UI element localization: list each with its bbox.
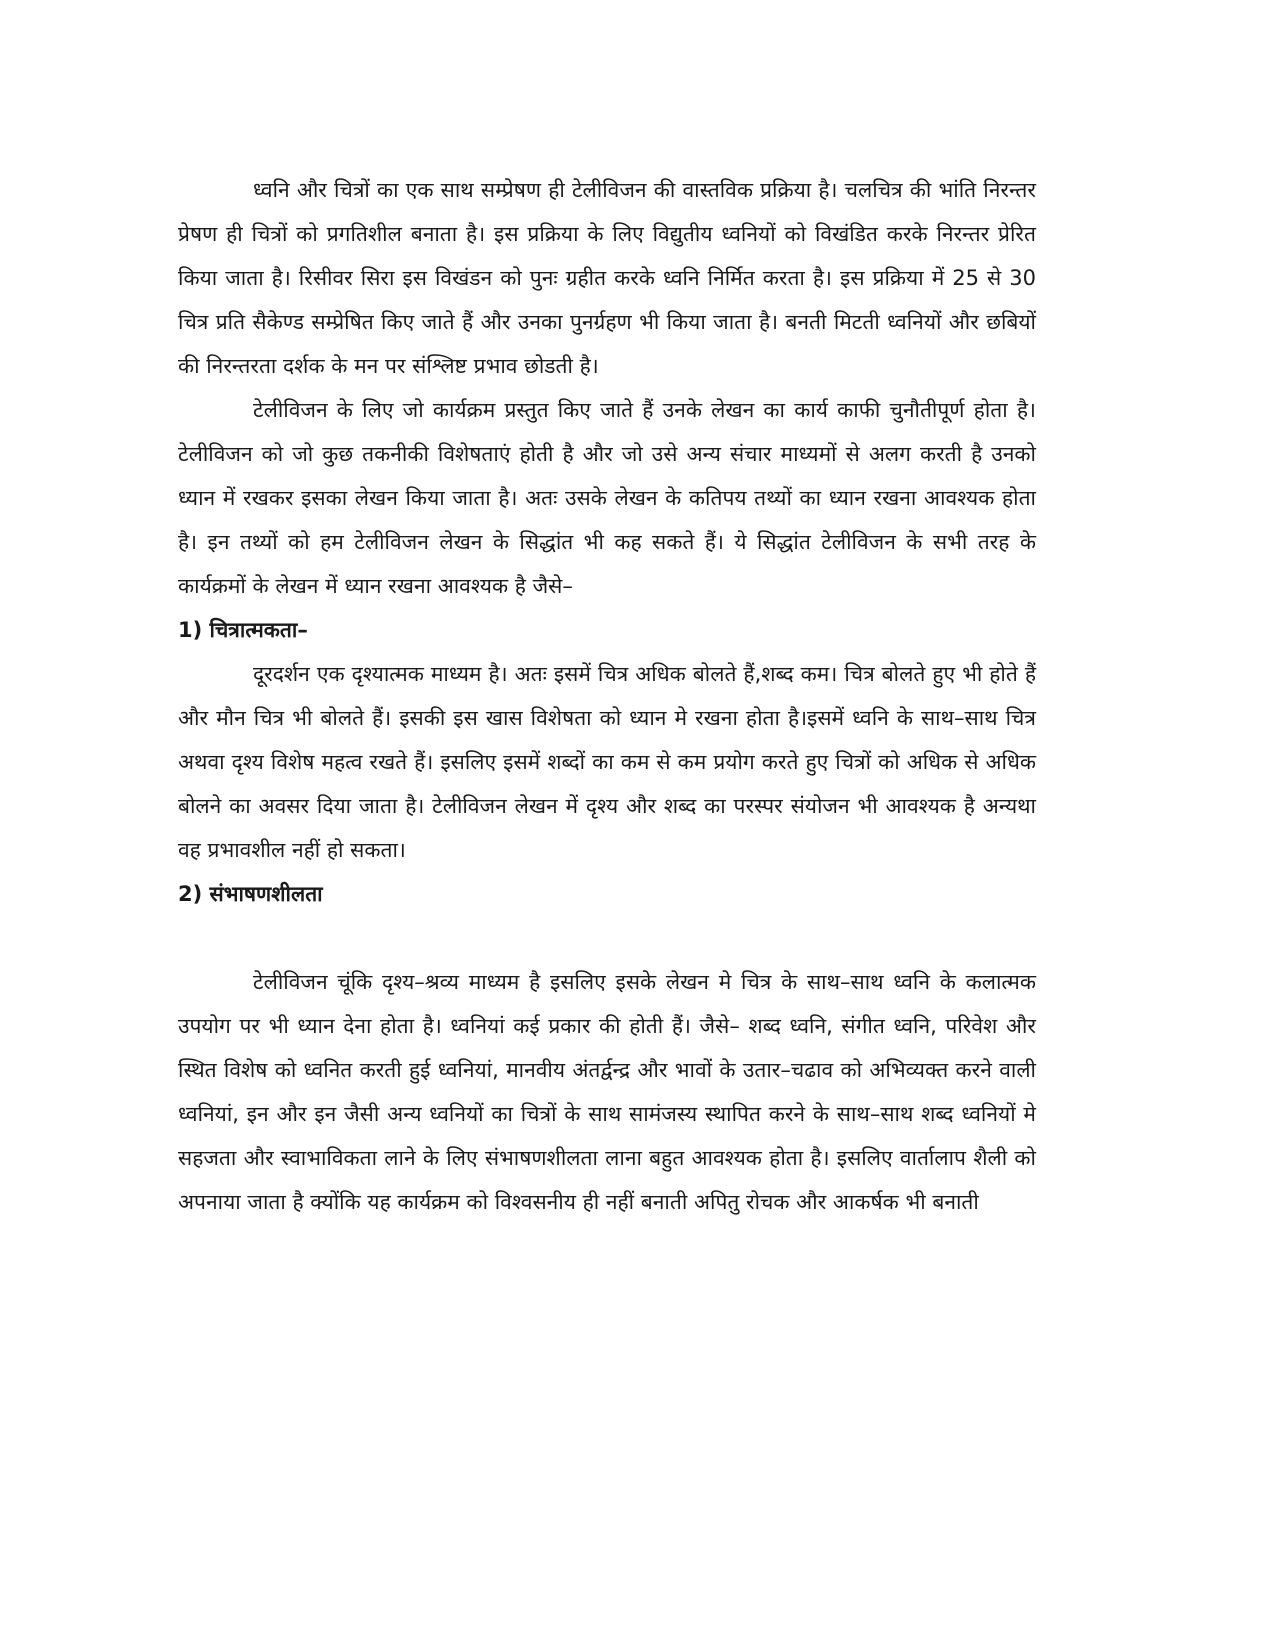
paragraph-visuality: दूरदर्शन एक दृश्यात्मक माध्यम है। अतः इसमें चित्र अधिक बोलते हैं,शब्द कम। चित्र बोलते हुए भी होते हैं और मौन चित्र भी बोलते हैं। इसकी इस खास विशेषता को ध्यान मे रखना होता है।इसमें ध्वनि के साथ–साथ चित्र अथवा दृश्य विशेष महत्व रखते हैं। इसलिए इसमें शब्दों का कम से कम प्रयोग करते हुए चित्रों को अधिक से अधिक बोलने का अवसर दिया जाता है। टेलीविजन लेखन में दृश्य और शब्द का परस्पर संयोजन भी आवश्यक है अन्यथा वह प्रभावशील नहीं हो सकता। [178,662,1036,862]
document-page [178,168,1036,1224]
paragraph-conversational: टेलीविजन चूंकि दृश्य–श्रव्य माध्यम है इसलिए इसके लेखन मे चित्र के साथ–साथ ध्वनि के कलात्मक उपयोग पर भी ध्यान देना होता है। ध्वनियां कई प्रकार की होती हैं। जैसे– शब्द ध्वनि, संगीत ध्वनि, परिवेश और स्थित विशेष को ध्वनित करती हुई ध्वनियां, मानवीय अंतर्द्वन्द्र और भावों के उतार–चढाव को अभिव्यक्त करने वाली ध्वनियां, इन और इन जैसी अन्य ध्वनियों का चित्रों के साथ सामंजस्य स्थापित करने के साथ–साथ शब्द ध्वनियों मे सहजता और स्वाभाविकता लाने के लिए संभाषणशीलता लाना बहुत आवश्यक होता है। इसलिए वार्तालाप शैली को अपनाया जाता है क्योंकि यह कार्यक्रम को विश्वसनीय ही नहीं बनाती अपितु रोचक और आकर्षक भी बनाती [178,970,1036,1214]
paragraph-transmission: ध्वनि और चित्रों का एक साथ सम्प्रेषण ही टेलीविजन की वास्तविक प्रक्रिया है। चलचित्र की भांति निरन्तर प्रेषण ही चित्रों को प्रगतिशील बनाता है। इस प्रक्रिया के लिए विद्युतीय ध्वनियों को विखंडित करके निरन्तर प्रेरित किया जाता है। रिसीवर सिरा इस विखंडन को पुनः ग्रहीत करके ध्वनि निर्मित करता है। इस प्रक्रिया में 25 से 30 चित्र प्रति सैकेण्ड सम्प्रेषित किए जाते हैं और उनका पुनर्ग्रहण भी किया जाता है। बनती मिटती ध्वनियों और छबियों की निरन्तरता दर्शक के मन पर संश्लिष्ट प्रभाव छोडती है। [178,178,1036,378]
section-heading-visuality: 1) चित्रात्मकता– [178,618,308,642]
paragraph-tv-writing: टेलीविजन के लिए जो कार्यक्रम प्रस्तुत किए जाते हैं उनके लेखन का कार्य काफी चुनौतीपूर्ण होता है। टेलीविजन को जो कुछ तकनीकी विशेषताएं होती है और जो उसे अन्य संचार माध्यमों से अलग करती है उनको ध्यान में रखकर इसका लेखन किया जाता है। अतः उसके लेखन के कतिपय तथ्यों का ध्यान रखना आवश्यक होता है। इन तथ्यों को हम टेलीविजन लेखन के सिद्धांत भी कह सकते हैं। ये सिद्धांत टेलीविजन के सभी तरह के कार्यक्रमों के लेखन में ध्यान रखना आवश्यक है जैसे– [178,398,1036,598]
spacer [178,916,1036,960]
section-heading-conversational: 2) संभाषणशीलता [178,882,323,906]
